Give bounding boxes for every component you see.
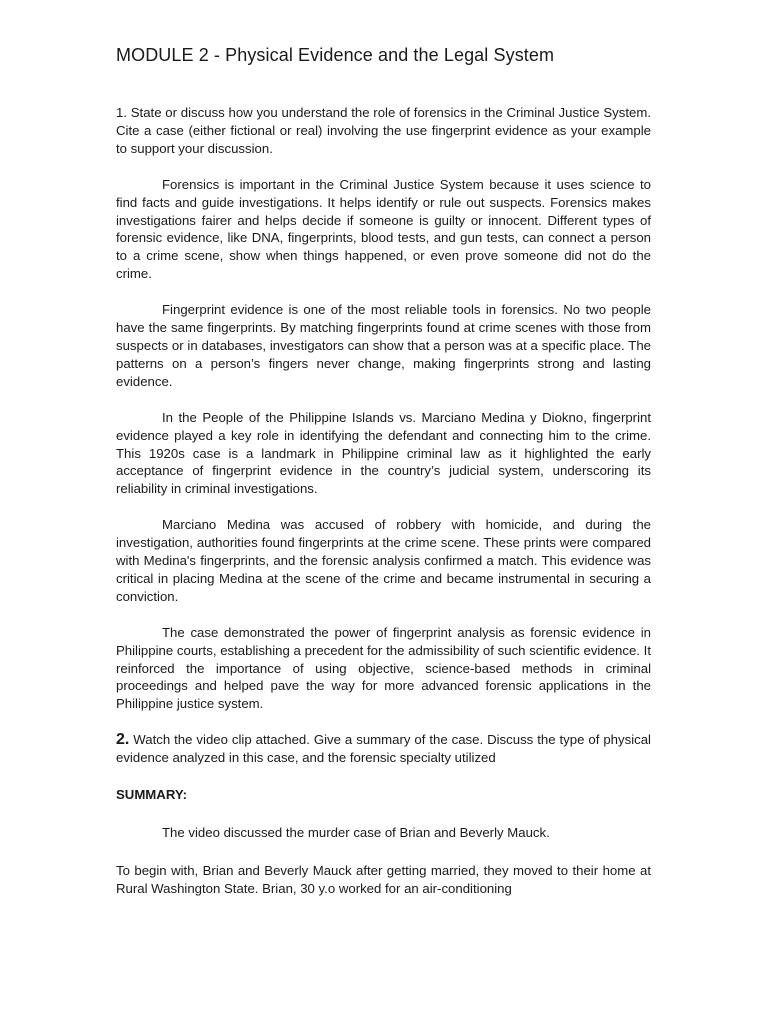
- document-title: MODULE 2 - Physical Evidence and the Legal System: [116, 45, 555, 65]
- answer-1-paragraph: Forensics is important in the Criminal Justice System because it uses science to find facts and guide investigations. It helps identify or rule out suspects. Forensics makes investigations fairer and helps decide if someone is guilty or innocent. Different types of forensic evidence, like DNA, fingerprints, blood tests, and gun tests, can connect a person to a crime scene, show when things happened, or even prove someone did not do the crime.: [116, 176, 651, 282]
- summary-intro: The video discussed the murder case of Brian and Beverly Mauck.: [162, 825, 550, 840]
- summary-body: To begin with, Brian and Beverly Mauck after getting married, they moved to their home at Rural Washington State. Brian, 30 y.o worked for an air-conditioning: [116, 862, 651, 896]
- summary-heading: SUMMARY:: [116, 787, 188, 803]
- question-2-number: 2.: [116, 731, 130, 749]
- question-2: [116, 731, 651, 767]
- question-2-text: Watch the video clip attached. Give a summary of the case. Discuss the type of physical evidence analyzed in this case, and the forensic specialty utilized: [116, 732, 651, 766]
- answer-1-paragraph: Marciano Medina was accused of robbery with homicide, and during the investigation, authorities found fingerprints at the crime scene. These prints were compared with Medina's fingerprints, and the forensic analysis confirmed a match. This evidence was critical in placing Medina at the scene of the crime and became instrumental in securing a conviction.: [116, 517, 651, 604]
- answer-1-paragraph: The case demonstrated the power of fingerprint analysis as forensic evidence in Philippine courts, establishing a precedent for the admissibility of such scientific evidence. It reinforced the importance of using objective, science-based methods in criminal proceedings and helped pave the way for more advanced forensic applications in the Philippine justice system.: [116, 624, 651, 712]
- answer-1-paragraph: In the People of the Philippine Islands vs. Marciano Medina y Diokno, fingerprint evidence played a key role in identifying the defendant and connecting him to the crime. This 1920s case is a landmark in Philippine criminal law as it highlighted the early acceptance of fingerprint evidence in the country’s judicial system, underscoring its reliability in criminal investigations.: [116, 409, 651, 497]
- answer-1-paragraph: Fingerprint evidence is one of the most reliable tools in forensics. No two people have the same fingerprints. By matching fingerprints found at crime scenes with those from suspects or in databases, investigators can show that a person was at a specific place. The patterns on a person’s fingers never change, making fingerprints strong and lasting evidence.: [116, 302, 651, 389]
- document-page: [116, 42, 651, 898]
- question-1: 1. State or discuss how you understand the role of forensics in the Criminal Justice System. Cite a case (either fictional or real) involving the use fingerprint evidence as your example to support your discussion.: [116, 105, 651, 156]
